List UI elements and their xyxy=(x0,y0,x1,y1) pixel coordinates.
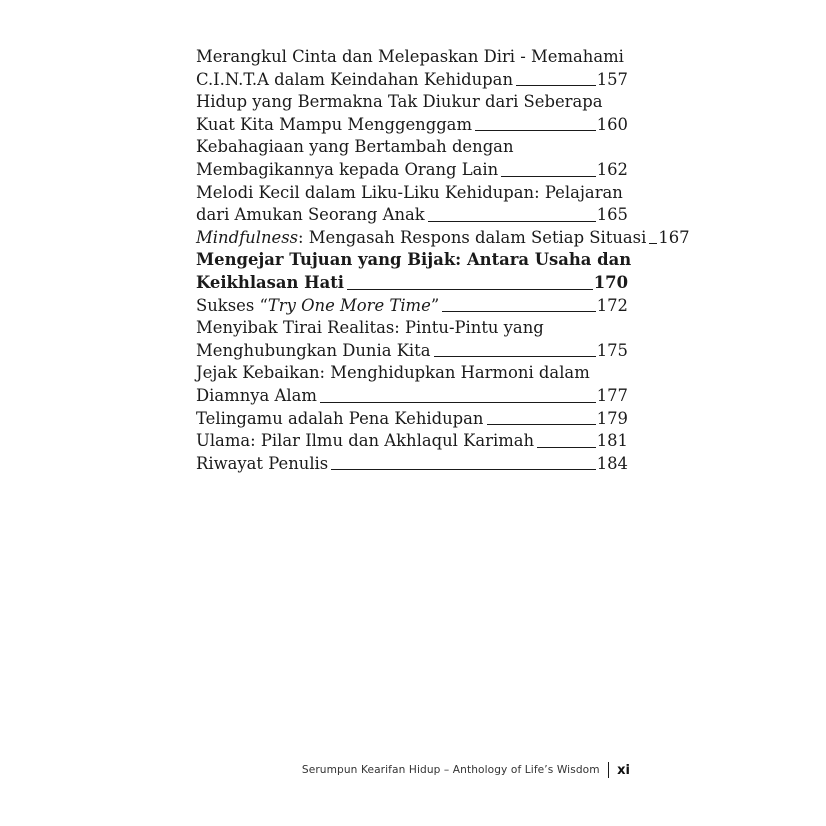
dot-leader xyxy=(442,310,596,312)
toc-entry-title-line: Kuat Kita Mampu Menggenggam xyxy=(196,114,472,134)
toc-entry[interactable] xyxy=(196,408,628,431)
dot-leader xyxy=(428,220,596,222)
toc-entry-title-line: Riwayat Penulis xyxy=(196,453,329,473)
toc-entry-current[interactable] xyxy=(196,249,632,294)
toc-entry-title-line: Ulama: Pilar Ilmu dan Akhlaqul Karimah xyxy=(196,431,535,451)
footer-divider xyxy=(608,762,610,778)
toc-page-number: 177 xyxy=(596,385,628,405)
toc-page-number: 170 xyxy=(593,272,628,292)
toc-page-number: 162 xyxy=(596,159,628,179)
dot-leader xyxy=(487,423,596,425)
toc-page-number: 181 xyxy=(596,431,628,451)
toc-entry[interactable] xyxy=(196,136,628,181)
dot-leader xyxy=(501,175,595,177)
toc-entry[interactable] xyxy=(196,182,628,227)
toc-page-number: 175 xyxy=(596,340,628,360)
page-footer xyxy=(302,760,630,780)
toc-entry-title-line: Melodi Kecil dalam Liku-Liku Kehidupan: Pelajaran xyxy=(196,182,623,202)
toc-entry-title-line: Diamnya Alam xyxy=(196,385,317,405)
dot-leader xyxy=(649,242,657,244)
toc-entry-title-line: C.I.N.T.A dalam Keindahan Kehidupan xyxy=(196,69,513,89)
toc-entry-title-line: Telingamu adalah Pena Kehidupan xyxy=(196,408,484,428)
table-of-contents xyxy=(196,46,690,475)
toc-entry-title-line: dari Amukan Seorang Anak xyxy=(196,205,425,225)
dot-leader xyxy=(320,401,596,403)
toc-entry[interactable] xyxy=(196,317,628,362)
dot-leader xyxy=(475,129,596,131)
toc-entry[interactable] xyxy=(196,46,628,91)
running-footer-title: Serumpun Kearifan Hidup – Anthology of Life’s Wisdom xyxy=(301,764,600,776)
toc-entry-italic-phrase: Try One More Time xyxy=(267,295,431,315)
toc-entry-title-line: Menghubungkan Dunia Kita xyxy=(196,340,431,360)
toc-entry[interactable] xyxy=(196,227,690,250)
toc-entry-title-line: Hidup yang Bermakna Tak Diukur dari Seberapa xyxy=(196,92,603,112)
toc-page-number: 165 xyxy=(596,205,628,225)
toc-entry-title-line: Kebahagiaan yang Bertambah dengan xyxy=(196,137,514,157)
page-number: xi xyxy=(617,762,630,778)
dot-leader xyxy=(347,288,593,290)
toc-entry-title: : Mengasah Respons dalam Setiap Situasi xyxy=(298,227,647,247)
toc-entry-title-line: Jejak Kebaikan: Menghidupkan Harmoni dalam xyxy=(196,363,590,383)
toc-entry[interactable] xyxy=(196,430,628,453)
toc-entry[interactable] xyxy=(196,91,628,136)
toc-entry[interactable] xyxy=(196,295,628,318)
toc-entry-title-suffix: ” xyxy=(430,295,440,315)
dot-leader xyxy=(331,468,595,470)
toc-entry-title-line: Menyibak Tirai Realitas: Pintu-Pintu yang xyxy=(196,318,544,338)
dot-leader xyxy=(537,446,596,448)
toc-page-number: 179 xyxy=(596,408,628,428)
toc-page-number: 160 xyxy=(596,114,628,134)
toc-page-number: 184 xyxy=(596,453,628,473)
toc-entry-title-line: Mengejar Tujuan yang Bijak: Antara Usaha dan xyxy=(196,250,632,270)
toc-entry[interactable] xyxy=(196,453,628,476)
toc-page-number: 167 xyxy=(658,227,690,247)
toc-page-number: 172 xyxy=(596,295,628,315)
toc-page-number: 157 xyxy=(596,69,628,89)
toc-entry-title-prefix: Sukses “ xyxy=(196,295,268,315)
toc-entry-title-line: Merangkul Cinta dan Melepaskan Diri - Memahami xyxy=(196,47,624,66)
dot-leader xyxy=(516,84,596,86)
dot-leader xyxy=(434,355,596,357)
toc-entry-title-line: Membagikannya kepada Orang Lain xyxy=(196,159,499,179)
toc-entry-title-line: Keikhlasan Hati xyxy=(196,272,345,292)
toc-entry[interactable] xyxy=(196,362,628,407)
toc-entry-italic-term: Mindfulness xyxy=(196,227,299,247)
